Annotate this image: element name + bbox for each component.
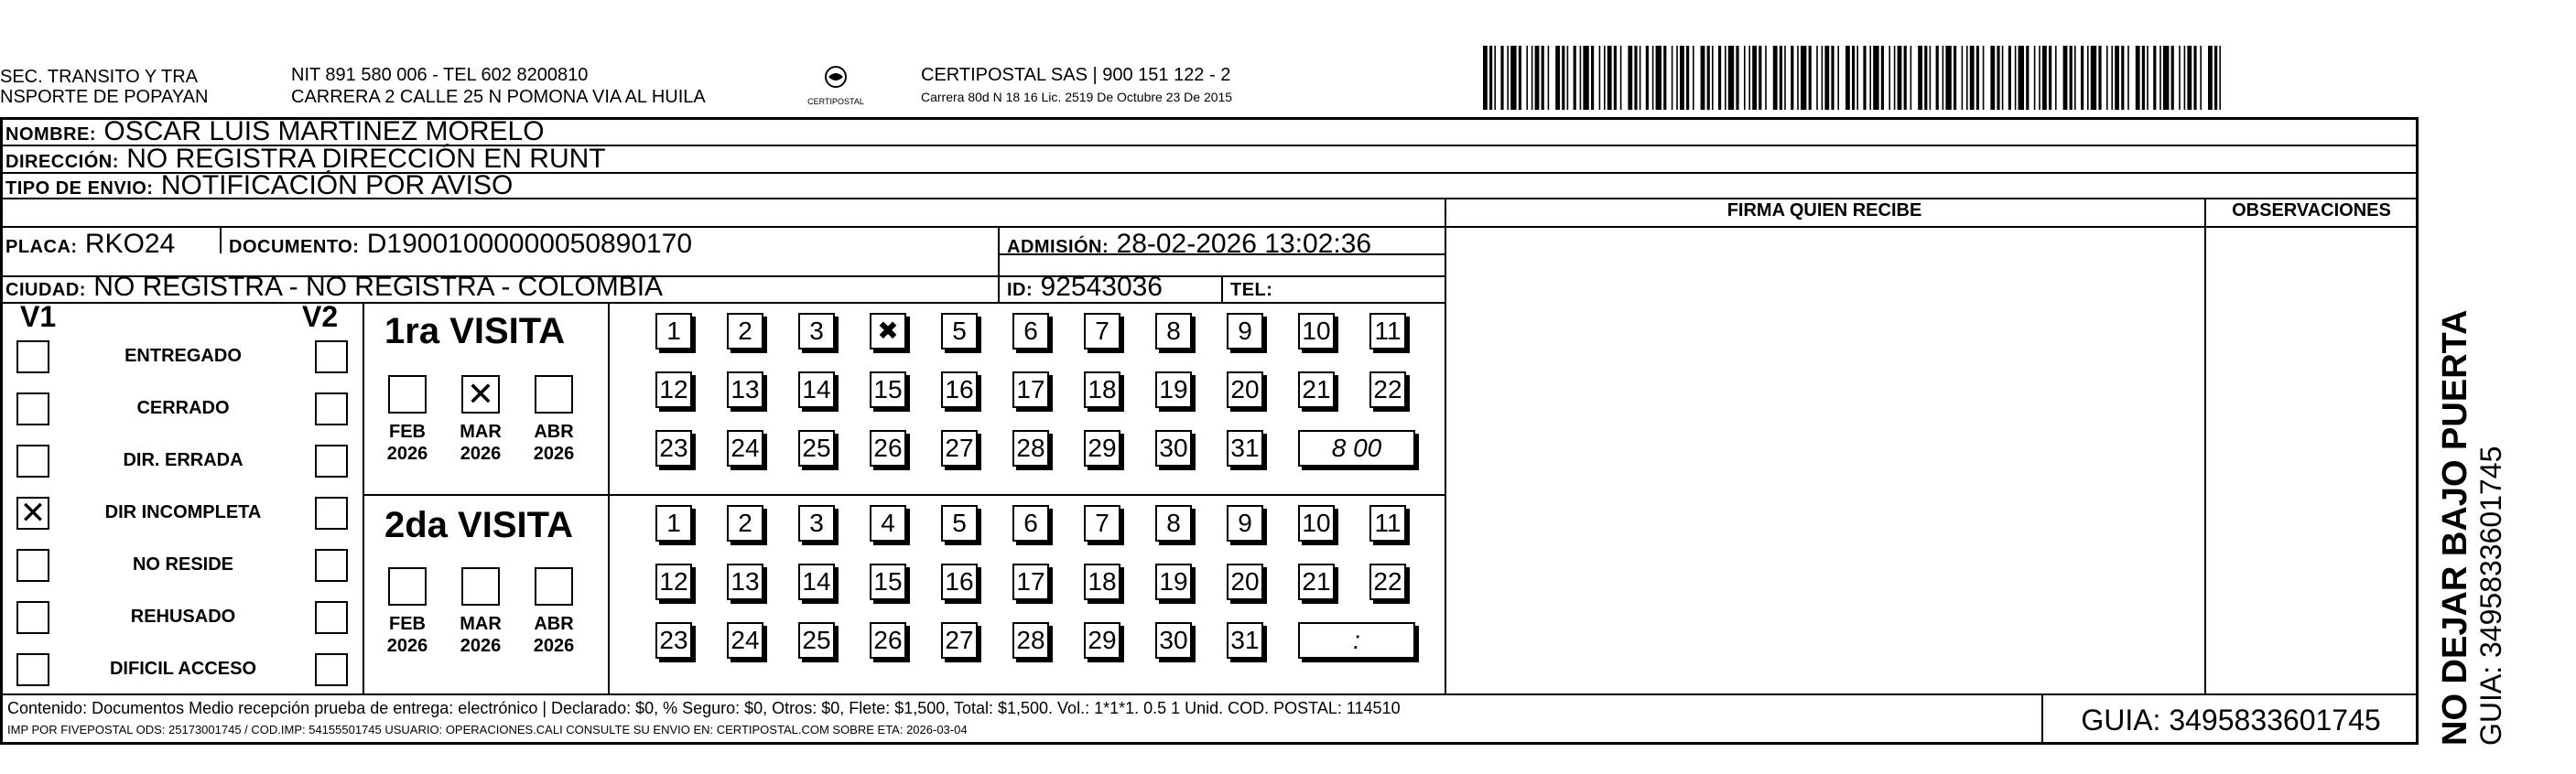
side-label (2435, 310, 2506, 746)
day-box[interactable]: 22 (1369, 371, 1406, 408)
day-box[interactable]: 18 (1084, 564, 1120, 600)
month-year: 2026 (533, 444, 575, 464)
month-label: FEB (389, 614, 426, 634)
day-box[interactable]: 27 (941, 430, 978, 467)
reason-label: DIR INCOMPLETA (104, 502, 262, 522)
day-box[interactable]: 21 (1298, 371, 1335, 408)
day-box[interactable]: 12 (655, 371, 692, 408)
certipostal-logo (796, 64, 875, 110)
city-value: NO REGISTRA - NO REGISTRA - COLOMBIA (93, 272, 664, 302)
month-mark (536, 569, 571, 604)
shipment-type: NOTIFICACIÓN POR AVISO (160, 170, 514, 200)
id-field (1007, 273, 1163, 305)
day-box[interactable]: 29 (1084, 622, 1120, 659)
day-box[interactable]: 24 (727, 430, 763, 467)
month-label: MAR (460, 614, 502, 634)
day-box[interactable]: ✖ (870, 313, 906, 349)
month-year: 2026 (533, 636, 575, 656)
v2-mark (317, 603, 346, 632)
day-box[interactable]: 13 (727, 371, 763, 408)
month-checkbox[interactable] (461, 567, 500, 606)
day-box[interactable]: 8 (1155, 313, 1192, 349)
v2-mark (317, 551, 346, 580)
logo-text: CERTIPOSTAL (807, 97, 864, 106)
month-mark (390, 377, 425, 412)
day-box[interactable]: 10 (1298, 313, 1335, 349)
month-mark (536, 377, 571, 412)
day-box[interactable]: 28 (1012, 430, 1049, 467)
observations-column-header: OBSERVACIONES (2232, 200, 2391, 220)
day-box[interactable]: 6 (1012, 505, 1049, 542)
day-box[interactable]: 20 (1227, 371, 1263, 408)
v2-checkbox[interactable] (315, 497, 348, 530)
day-box[interactable]: 15 (870, 371, 906, 408)
reason-label: DIFICIL ACCESO (109, 659, 256, 679)
footer-guia-number: GUIA: 3495833601745 (2081, 704, 2381, 736)
day-box[interactable]: 5 (941, 313, 978, 349)
id-value: 92543036 (1040, 272, 1163, 302)
month-mark (463, 569, 498, 604)
time-box[interactable]: : (1298, 622, 1415, 659)
side-guia-number: GUIA: 3495833601745 (2474, 446, 2507, 746)
day-box[interactable]: 16 (941, 564, 978, 600)
day-box[interactable]: 1 (655, 313, 692, 349)
day-box[interactable]: 9 (1227, 505, 1263, 542)
day-box[interactable]: 14 (798, 564, 835, 600)
barcode (1483, 46, 2224, 110)
month-mark (390, 569, 425, 604)
plate-value: RKO24 (84, 229, 176, 259)
day-box[interactable]: 19 (1155, 371, 1192, 408)
plate-row (5, 230, 175, 262)
day-box[interactable]: 26 (870, 430, 906, 467)
v2-mark (317, 499, 346, 528)
day-box[interactable]: 6 (1012, 313, 1049, 349)
month-year: 2026 (460, 636, 502, 656)
address-label: DIRECCIÓN: (5, 152, 119, 172)
day-box[interactable]: 7 (1084, 313, 1120, 349)
do-not-leave-warning: NO DEJAR BAJO PUERTA (2436, 309, 2474, 746)
month-mark: ✕ (466, 375, 495, 413)
v2-checkbox[interactable] (315, 392, 348, 425)
day-box[interactable]: 11 (1369, 505, 1406, 542)
day-box[interactable]: 19 (1155, 564, 1192, 600)
plate-label: PLACA: (5, 237, 78, 257)
day-box[interactable]: 17 (1012, 564, 1049, 600)
admission-label: ADMISIÓN: (1007, 237, 1109, 257)
month-year: 2026 (386, 636, 428, 656)
v1-label: V1 (20, 300, 57, 333)
v2-mark (317, 342, 346, 371)
month-year: 2026 (460, 444, 502, 464)
sender-address: CARRERA 2 CALLE 25 N POMONA VIA AL HUILA (291, 87, 706, 107)
second-visit-title: 2da VISITA (384, 505, 573, 545)
month-checkbox[interactable] (535, 375, 573, 414)
reason-label: DIR. ERRADA (123, 450, 244, 470)
month-checkbox[interactable] (388, 567, 427, 606)
reason-label: REHUSADO (130, 607, 236, 627)
month-label: MAR (460, 422, 502, 442)
v1-mark: ✕ (19, 496, 47, 531)
day-box[interactable]: 17 (1012, 371, 1049, 408)
day-box[interactable]: 15 (870, 564, 906, 600)
day-box[interactable]: 1 (655, 505, 692, 542)
carrier-line2: Carrera 80d N 18 16 Lic. 2519 De Octubre 23 De 2015 (921, 90, 1233, 104)
day-box[interactable]: 20 (1227, 564, 1263, 600)
day-box[interactable]: 10 (1298, 505, 1335, 542)
v2-mark (317, 446, 346, 476)
day-box[interactable]: 31 (1227, 622, 1263, 659)
shipment-type-row (5, 171, 513, 203)
month-label: FEB (389, 422, 426, 442)
first-visit-title: 1ra VISITA (384, 311, 566, 351)
recipient-name: OSCAR LUIS MARTINEZ MORELO (103, 116, 545, 146)
day-box[interactable]: 3 (798, 313, 835, 349)
day-box[interactable]: 23 (655, 430, 692, 467)
day-box[interactable]: 12 (655, 564, 692, 600)
day-box[interactable]: 14 (798, 371, 835, 408)
day-box[interactable]: 28 (1012, 622, 1049, 659)
day-box[interactable]: 25 (798, 430, 835, 467)
sender-name-line1: SEC. TRANSITO Y TRA (0, 67, 198, 87)
document-value: D19001000000050890170 (366, 229, 693, 259)
admission-value: 28-02-2026 13:02:36 (1116, 229, 1372, 259)
day-box[interactable]: 8 (1155, 505, 1192, 542)
day-box[interactable]: 22 (1369, 564, 1406, 600)
day-box[interactable]: 31 (1227, 430, 1263, 467)
day-box[interactable]: 30 (1155, 622, 1192, 659)
day-box[interactable]: 7 (1084, 505, 1120, 542)
month-year: 2026 (386, 444, 428, 464)
v2-checkbox[interactable] (315, 549, 348, 582)
day-box[interactable]: 11 (1369, 313, 1406, 349)
reason-label: CERRADO (136, 398, 230, 418)
document-label: DOCUMENTO: (229, 237, 360, 257)
footer-guia-box (2041, 695, 2419, 745)
id-label: ID: (1007, 280, 1034, 300)
document-field (229, 230, 692, 262)
contents-line: Contenido: Documentos Medio recepción prueba de entrega: electrónico | Declarado: $0, % Seguro: $0, Otros: $0, Flete: $1,500, Total: $1,500. Vol.: 1*1*1. 0.5 1 Unid. COD. POSTAL: 114510 (7, 699, 1401, 717)
day-box[interactable]: 23 (655, 622, 692, 659)
day-box[interactable]: 5 (941, 505, 978, 542)
recipient-address: NO REGISTRA DIRECCIÓN EN RUNT (126, 144, 606, 174)
admission-field (1007, 230, 1371, 262)
city-label: CIUDAD: (5, 280, 86, 300)
shipment-type-label: TIPO DE ENVIO: (5, 178, 154, 199)
day-box[interactable]: 16 (941, 371, 978, 408)
carrier-line1: CERTIPOSTAL SAS | 900 151 122 - 2 (921, 65, 1231, 85)
sender-name-line2: NSPORTE DE POPAYAN (0, 87, 209, 107)
reason-label: ENTREGADO (124, 346, 242, 366)
v2-label: V2 (302, 300, 339, 333)
month-checkbox[interactable] (388, 375, 427, 414)
reason-label: NO RESIDE (132, 554, 234, 575)
day-box[interactable]: 30 (1155, 430, 1192, 467)
day-box[interactable]: 24 (727, 622, 763, 659)
day-box[interactable]: 29 (1084, 430, 1120, 467)
day-box[interactable]: 13 (727, 564, 763, 600)
time-box[interactable]: 8 00 (1298, 430, 1415, 467)
day-box[interactable]: 25 (798, 622, 835, 659)
v2-checkbox[interactable] (315, 445, 348, 478)
day-box[interactable]: 21 (1298, 564, 1335, 600)
day-box[interactable]: 26 (870, 622, 906, 659)
month-label: ABR (534, 422, 574, 442)
month-checkbox[interactable] (535, 567, 573, 606)
v2-checkbox[interactable] (315, 653, 348, 686)
signature-column-header: FIRMA QUIEN RECIBE (1726, 200, 1922, 220)
month-label: ABR (534, 614, 574, 634)
tel-label: TEL: (1230, 280, 1273, 300)
v2-mark (317, 655, 346, 684)
day-box[interactable]: 3 (798, 505, 835, 542)
day-box[interactable]: 2 (727, 505, 763, 542)
day-box[interactable]: 2 (727, 313, 763, 349)
month-checkbox[interactable] (461, 375, 500, 414)
name-label: NOMBRE: (5, 124, 97, 145)
printer-line: IMP POR FIVEPOSTAL ODS: 25173001745 / COD.IMP: 54155501745 USUARIO: OPERACIONES.CALI CONSULTE SU ENVIO EN: CERTIPOSTAL.COM SOBRE ETA: 2026-03-04 (7, 723, 968, 736)
v2-checkbox[interactable] (315, 601, 348, 634)
day-box[interactable]: 4 (870, 505, 906, 542)
v2-checkbox[interactable] (315, 340, 348, 373)
v2-mark (317, 394, 346, 424)
nit-line: NIT 891 580 006 - TEL 602 8200810 (291, 65, 589, 85)
day-box[interactable]: 9 (1227, 313, 1263, 349)
tel-field (1230, 273, 1272, 305)
day-box[interactable]: 27 (941, 622, 978, 659)
day-box[interactable]: 18 (1084, 371, 1120, 408)
